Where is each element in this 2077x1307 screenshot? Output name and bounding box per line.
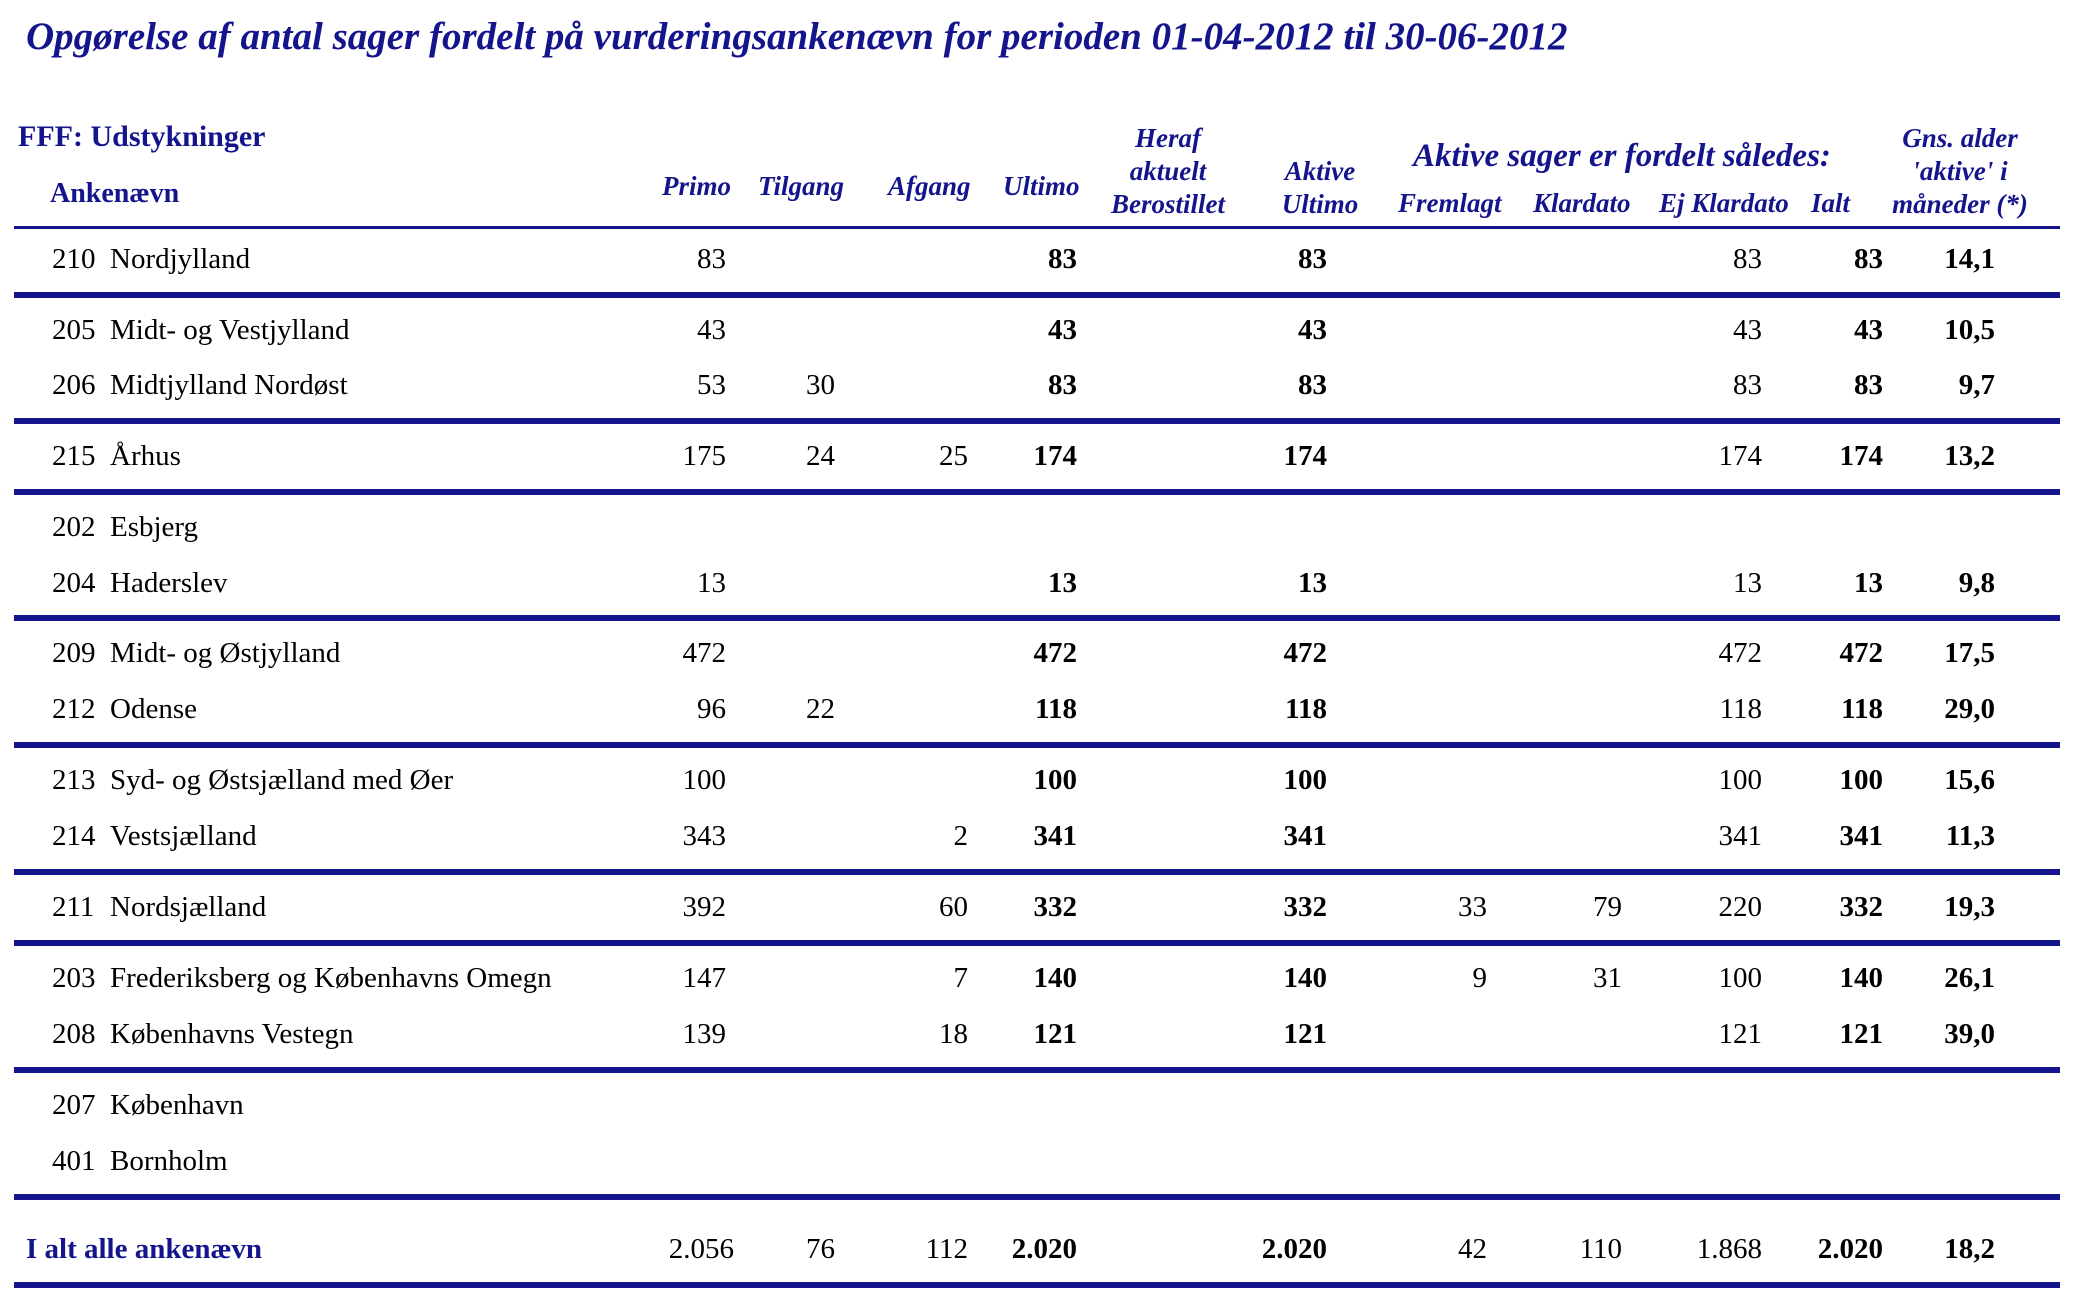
- page-title: Opgørelse af antal sager fordelt på vurderingsankenævn for perioden 01-04-2012 til 30-06-2012: [26, 15, 1568, 58]
- group-rule: [14, 869, 2060, 875]
- table-row: [0, 511, 2077, 551]
- header-berostillet-line3: Berostillet: [1111, 189, 1225, 219]
- group-rule: [14, 1067, 2060, 1073]
- cell-ultimo: 83: [1048, 369, 1077, 401]
- row-code: 213: [52, 764, 96, 796]
- total-klardato: 110: [1579, 1233, 1622, 1265]
- header-aktive-line1: Aktive: [1284, 156, 1356, 186]
- table-row: [0, 637, 2077, 677]
- table-row: [0, 1145, 2077, 1185]
- cell-ej-klardato: 220: [1718, 891, 1762, 923]
- header-ankenaevn: Ankenævn: [50, 178, 180, 209]
- group-rule: [14, 418, 2060, 424]
- cell-gns-alder: 11,3: [1945, 820, 1995, 852]
- cell-afgang: 60: [939, 891, 968, 923]
- cell-primo: 83: [697, 243, 726, 275]
- row-name: Midt- og Østjylland: [110, 637, 341, 669]
- table-row: [0, 369, 2077, 409]
- cell-ultimo: 83: [1048, 243, 1077, 275]
- cell-fremlagt: 33: [1458, 891, 1487, 923]
- cell-ej-klardato: 100: [1718, 962, 1762, 994]
- cell-ialt: 83: [1854, 243, 1883, 275]
- cell-afgang: 25: [939, 440, 968, 472]
- cell-gns-alder: 15,6: [1944, 764, 1995, 796]
- total-afgang: 112: [925, 1233, 968, 1265]
- header-fremlagt: Fremlagt: [1398, 188, 1502, 218]
- cell-primo: 43: [697, 314, 726, 346]
- cell-aktive-ultimo: 332: [1283, 891, 1327, 923]
- total-primo: 2.056: [668, 1233, 734, 1265]
- cell-gns-alder: 29,0: [1944, 693, 1995, 725]
- cell-ultimo: 332: [1033, 891, 1077, 923]
- cell-ultimo: 43: [1048, 314, 1077, 346]
- table-row: [0, 314, 2077, 354]
- cell-ultimo: 13: [1048, 567, 1077, 599]
- cell-ej-klardato: 100: [1718, 764, 1762, 796]
- table-row: [0, 440, 2077, 480]
- cell-ialt: 83: [1854, 369, 1883, 401]
- cell-ultimo: 472: [1033, 637, 1077, 669]
- cell-aktive-ultimo: 43: [1298, 314, 1327, 346]
- row-code: 206: [52, 369, 96, 401]
- cell-primo: 175: [682, 440, 726, 472]
- cell-primo: 139: [682, 1018, 726, 1050]
- header-ultimo: Ultimo: [1003, 171, 1080, 201]
- cell-primo: 53: [697, 369, 726, 401]
- cell-gns-alder: 19,3: [1944, 891, 1995, 923]
- cell-fremlagt: 9: [1472, 962, 1487, 994]
- cell-tilgang: 30: [806, 369, 835, 401]
- header-berostillet: [1108, 122, 1228, 221]
- table-row: [0, 1089, 2077, 1129]
- cell-gns-alder: 9,7: [1958, 369, 1995, 401]
- cell-ialt: 140: [1839, 962, 1883, 994]
- cell-aktive-ultimo: 121: [1283, 1018, 1327, 1050]
- row-name: Vestsjælland: [110, 820, 257, 852]
- row-code: 205: [52, 314, 96, 346]
- cell-primo: 147: [682, 962, 726, 994]
- row-name: Odense: [110, 693, 197, 725]
- row-code: 211: [52, 891, 95, 923]
- header-gns-line1: Gns. alder: [1902, 123, 2018, 153]
- cell-ej-klardato: 472: [1718, 637, 1762, 669]
- row-code: 215: [52, 440, 96, 472]
- table-row: [0, 567, 2077, 607]
- header-afgang: Afgang: [888, 171, 971, 201]
- cell-aktive-ultimo: 83: [1298, 369, 1327, 401]
- header-gns-line2: 'aktive' i: [1912, 156, 2008, 186]
- total-fremlagt: 42: [1458, 1233, 1487, 1265]
- cell-aktive-ultimo: 100: [1283, 764, 1327, 796]
- cell-ej-klardato: 13: [1733, 567, 1762, 599]
- cell-aktive-ultimo: 13: [1298, 567, 1327, 599]
- total-row: [0, 1233, 2077, 1273]
- cell-aktive-ultimo: 140: [1283, 962, 1327, 994]
- row-code: 210: [52, 243, 96, 275]
- total-tilgang: 76: [806, 1233, 835, 1265]
- total-label: I alt alle ankenævn: [26, 1233, 263, 1265]
- header-ialt: Ialt: [1811, 188, 1851, 218]
- table-row: [0, 764, 2077, 804]
- group-rule: [14, 292, 2060, 298]
- header-gns-alder: [1880, 122, 2040, 221]
- cell-ej-klardato: 83: [1733, 369, 1762, 401]
- cell-gns-alder: 13,2: [1944, 440, 1995, 472]
- total-gns-alder: 18,2: [1944, 1233, 1995, 1265]
- table-row: [0, 243, 2077, 283]
- row-name: Midt- og Vestjylland: [110, 314, 350, 346]
- cell-ialt: 472: [1839, 637, 1883, 669]
- row-name: Århus: [110, 440, 181, 472]
- section-label: FFF: Udstykninger: [18, 120, 266, 153]
- row-name: Frederiksberg og Københavns Omegn: [110, 962, 552, 994]
- table-row: [0, 891, 2077, 931]
- cell-ej-klardato: 83: [1733, 243, 1762, 275]
- row-code: 212: [52, 693, 96, 725]
- cell-primo: 100: [682, 764, 726, 796]
- cell-ultimo: 100: [1033, 764, 1077, 796]
- table-row: [0, 820, 2077, 860]
- cell-ultimo: 140: [1033, 962, 1077, 994]
- row-name: Nordsjælland: [110, 891, 267, 923]
- cell-gns-alder: 14,1: [1944, 243, 1995, 275]
- cell-primo: 392: [682, 891, 726, 923]
- cell-aktive-ultimo: 174: [1283, 440, 1327, 472]
- header-berostillet-line2: aktuelt: [1129, 156, 1207, 186]
- group-rule: [14, 489, 2060, 495]
- header-rule: [14, 226, 2060, 229]
- cell-afgang: 2: [953, 820, 968, 852]
- table-row: [0, 1018, 2077, 1058]
- row-name: København: [110, 1089, 244, 1121]
- cell-gns-alder: 9,8: [1958, 567, 1995, 599]
- group-rule: [14, 1194, 2060, 1200]
- row-code: 208: [52, 1018, 96, 1050]
- cell-ej-klardato: 118: [1719, 693, 1762, 725]
- row-name: Midtjylland Nordøst: [110, 369, 348, 401]
- row-name: Esbjerg: [110, 511, 199, 543]
- row-code: 203: [52, 962, 96, 994]
- cell-gns-alder: 39,0: [1944, 1018, 1995, 1050]
- total-aktive-ultimo: 2.020: [1261, 1233, 1327, 1265]
- cell-ej-klardato: 43: [1733, 314, 1762, 346]
- cell-tilgang: 22: [806, 693, 835, 725]
- cell-ialt: 100: [1839, 764, 1883, 796]
- total-ultimo: 2.020: [1011, 1233, 1077, 1265]
- cell-ultimo: 341: [1033, 820, 1077, 852]
- header-gns-line3: måneder (*): [1892, 189, 2028, 219]
- cell-ialt: 332: [1839, 891, 1883, 923]
- row-name: Nordjylland: [110, 243, 251, 275]
- header-ej-klardato: Ej Klardato: [1659, 188, 1789, 218]
- cell-ialt: 118: [1841, 693, 1883, 725]
- cell-aktive-ultimo: 341: [1283, 820, 1327, 852]
- cell-ej-klardato: 121: [1718, 1018, 1762, 1050]
- cell-aktive-ultimo: 472: [1283, 637, 1327, 669]
- header-tilgang: Tilgang: [758, 171, 845, 201]
- cell-ultimo: 118: [1035, 693, 1077, 725]
- row-name: Københavns Vestegn: [110, 1018, 354, 1050]
- cell-aktive-ultimo: 118: [1285, 693, 1327, 725]
- row-code: 214: [52, 820, 96, 852]
- cell-ultimo: 174: [1033, 440, 1077, 472]
- cell-klardato: 79: [1593, 891, 1622, 923]
- row-code: 209: [52, 637, 96, 669]
- cell-gns-alder: 17,5: [1944, 637, 1995, 669]
- cell-ialt: 43: [1854, 314, 1883, 346]
- cell-ultimo: 121: [1033, 1018, 1077, 1050]
- cell-ialt: 121: [1839, 1018, 1883, 1050]
- total-ej-klardato: 1.868: [1696, 1233, 1762, 1265]
- cell-afgang: 7: [953, 962, 968, 994]
- row-name: Bornholm: [110, 1145, 228, 1177]
- cell-ialt: 341: [1839, 820, 1883, 852]
- cell-ej-klardato: 174: [1718, 440, 1762, 472]
- cell-gns-alder: 26,1: [1944, 962, 1995, 994]
- cell-primo: 13: [697, 567, 726, 599]
- cell-aktive-ultimo: 83: [1298, 243, 1327, 275]
- row-code: 401: [52, 1145, 96, 1177]
- table-row: [0, 962, 2077, 1002]
- group-rule: [14, 940, 2060, 946]
- cell-klardato: 31: [1593, 962, 1622, 994]
- bottom-rule: [14, 1282, 2060, 1288]
- header-primo: Primo: [662, 171, 732, 201]
- header-group-aktive-fordelt: Aktive sager er fordelt således:: [1413, 138, 1831, 174]
- header-klardato: Klardato: [1533, 188, 1631, 218]
- row-name: Syd- og Østsjælland med Øer: [110, 764, 454, 796]
- group-rule: [14, 742, 2060, 748]
- cell-primo: 96: [697, 693, 726, 725]
- cell-afgang: 18: [939, 1018, 968, 1050]
- cell-ialt: 174: [1839, 440, 1883, 472]
- group-rule: [14, 615, 2060, 621]
- cell-tilgang: 24: [806, 440, 835, 472]
- cell-primo: 472: [682, 637, 726, 669]
- cell-gns-alder: 10,5: [1944, 314, 1995, 346]
- header-berostillet-line1: Heraf: [1135, 123, 1201, 153]
- cell-ialt: 13: [1854, 567, 1883, 599]
- table-row: [0, 693, 2077, 733]
- row-code: 204: [52, 567, 96, 599]
- row-code: 202: [52, 511, 96, 543]
- header-aktive-line2: Ultimo: [1281, 189, 1359, 219]
- row-name: Haderslev: [110, 567, 228, 599]
- total-ialt: 2.020: [1817, 1233, 1883, 1265]
- row-code: 207: [52, 1089, 96, 1121]
- cell-primo: 343: [682, 820, 726, 852]
- cell-ej-klardato: 341: [1718, 820, 1762, 852]
- header-aktive-ultimo: [1270, 155, 1370, 221]
